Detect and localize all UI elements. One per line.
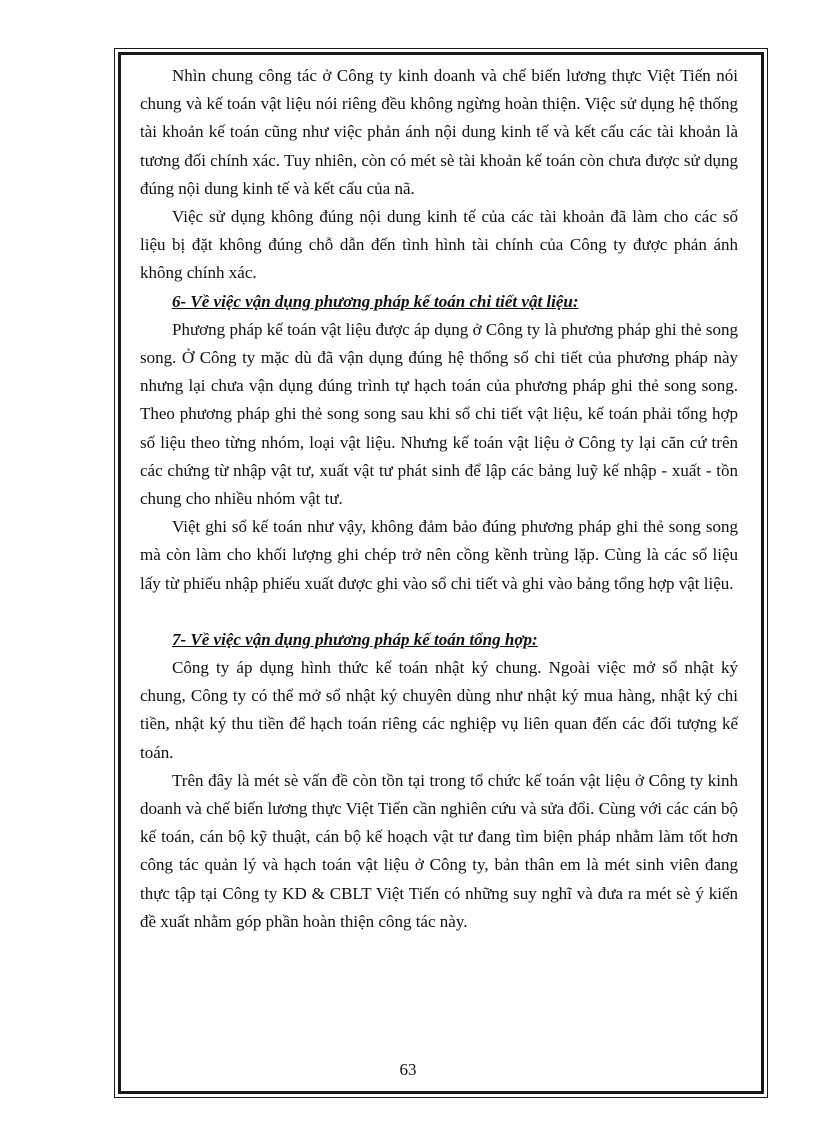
page-number: 63 [399,1060,417,1079]
paragraph-consequence: Việc sử dụng không đúng nội dung kinh tế của các tài khoản đã làm cho các số liệu bị đặt không đúng chỗ dẫn đến tình hình tài chính của Công ty được phản ánh không chính xác. [140,207,738,283]
paragraph-recording: Việt ghi sổ kế toán như vậy, không đảm bảo đúng phương pháp ghi thẻ song song mà còn làm cho khối lượng ghi chép trở nên cồng kềnh trùng lặp. Cùng là các số liệu lấy từ phiếu nhập phiếu xuất được ghi vào sổ chi tiết và ghi vào bảng tổng hợp vật liệu. [140,517,738,593]
section-heading-6: 6- Về việc vận dụng phương pháp kế toán chi tiết vật liệu: [172,291,579,311]
paragraph-conclusion: Trên đây là mét sè vấn đề còn tồn tại trong tổ chức kế toán vật liệu ở Công ty kinh doanh và chế biến lương thực Việt Tiến cần nghiên cứu và sửa đổi. Cùng với các cán bộ kế toán, cán bộ kỹ thuật, cán bộ kế hoạch vật tư đang tìm biện pháp nhằm làm tốt hơn công tác quản lý và hạch toán vật liệu ở Công ty, bản thân em là mét sinh viên đang thực tập tại Công ty KD & CBLT Việt Tiến có những suy nghĩ và đưa ra mét sè ý kiến đề xuất nhằm góp phần hoàn thiện công tác này. [140,770,738,931]
paragraph-intro: Nhìn chung công tác ở Công ty kinh doanh và chế biến lương thực Việt Tiến nói chung và kế toán vật liệu nói riêng đều không ngừng hoàn thiện. Việc sử dụng hệ thống tài khoản kế toán cũng như việc phản ánh nội dung kinh tế và kết cấu các tài khoản là tương đối chính xác. Tuy nhiên, còn có mét sè tài khoản kế toán còn chưa được sử dụng đúng nội dung kinh tế và kết cấu của nã. [140,66,738,198]
paragraph-journal: Công ty áp dụng hình thức kế toán nhật ký chung. Ngoài việc mở sổ nhật ký chung, Công ty có thể mở sổ nhật ký chuyên dùng như nhật ký mua hàng, nhật ký chi tiền, nhật ký thu tiền để hạch toán riêng các nghiệp vụ liên quan đến các đối tượng kế toán. [140,658,738,762]
section-heading-7: 7- Về việc vận dụng phương pháp kế toán tổng hợp: [172,629,538,649]
document-body [140,62,738,936]
paragraph-method: Phương pháp kế toán vật liệu được áp dụng ở Công ty là phương pháp ghi thẻ song song. Ở Công ty mặc dù đã vận dụng đúng hệ thống sổ chi tiết của phương pháp này nhưng lại chưa vận dụng đúng trình tự hạch toán của phương pháp ghi thẻ song song. Theo phương pháp ghi thẻ song song sau khi sổ chi tiết vật liệu, kế toán phải tổng hợp số liệu theo từng nhóm, loại vật liệu. Nhưng kế toán vật liệu ở Công ty lại căn cứ trên các chứng từ nhập vật tư, xuất vật tư phát sinh để lập các bảng luỹ kế nhập - xuất - tồn chung cho nhiều nhóm vật tư. [140,319,738,509]
section-gap [140,598,738,626]
